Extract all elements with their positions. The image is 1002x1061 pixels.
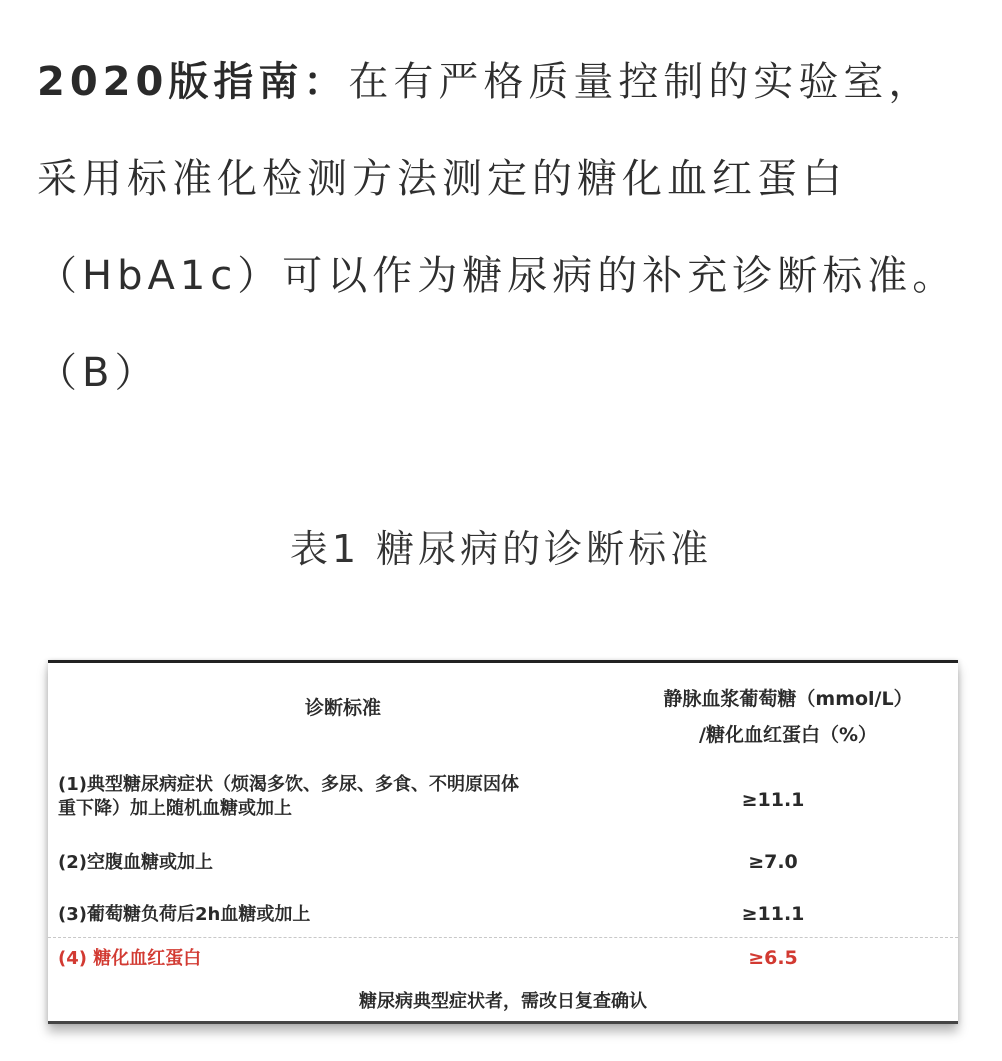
row-separator <box>48 937 958 938</box>
table-row-2-value: ≥7.0 <box>748 851 798 873</box>
table-row-3-value: ≥11.1 <box>741 903 805 925</box>
header-criteria: 诊断标准 <box>304 697 381 719</box>
header-values <box>638 681 938 753</box>
table-row-1-label <box>58 773 618 821</box>
table-row-4-value: ≥6.5 <box>748 947 798 969</box>
diagnosis-table <box>48 660 958 1024</box>
header-values-line1: 静脉血浆葡萄糖（mmol/L） <box>663 688 913 710</box>
table-footnote: 糖尿病典型症状者，需改日复查确认 <box>359 991 647 1012</box>
header-values-line2: /糖化血红蛋白（%） <box>699 724 877 746</box>
table-row-3-label: (3)葡萄糖负荷后2h血糖或加上 <box>58 904 311 925</box>
row-1-label-line2: 重下降）加上随机血糖或加上 <box>58 798 292 819</box>
guideline-lead: 2020版指南： <box>37 59 349 105</box>
table-row-1-value: ≥11.1 <box>741 789 805 811</box>
table-row-2-label: (2)空腹血糖或加上 <box>58 852 213 873</box>
table-row-4-label: (4) 糖化血红蛋白 <box>58 948 202 969</box>
row-1-label-line1: (1)典型糖尿病症状（烦渴多饮、多尿、多食、不明原因体 <box>58 774 519 795</box>
guideline-paragraph <box>37 34 977 422</box>
guideline-body: 在有严格质量控制的实验室，采用标准化检测方法测定的糖化血红蛋白（HbA1c）可以作为糖尿病的补充诊断标准。（B） <box>37 59 958 396</box>
table-caption: 表1 糖尿病的诊断标准 <box>289 527 713 571</box>
